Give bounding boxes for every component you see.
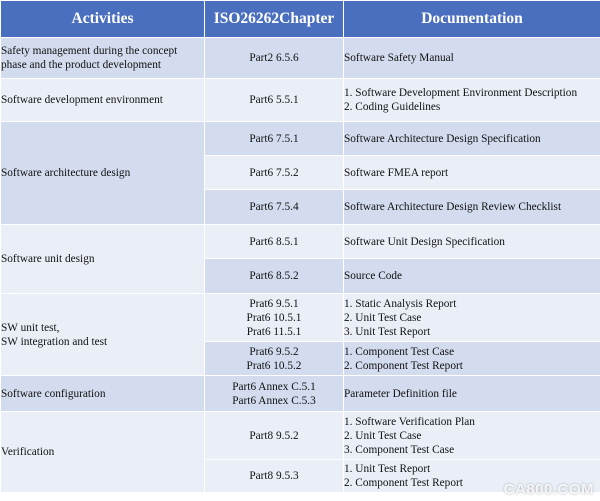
documentation-text: 2. Unit Test Case [344, 311, 422, 324]
chapter-cell [205, 294, 344, 342]
chapter-text: Part6 7.5.2 [249, 166, 299, 179]
chapter-text: Prat6 10.5.2 [246, 359, 302, 372]
activity-text: Software development environment [1, 94, 163, 106]
chapter-cell [205, 342, 344, 376]
activity-cell [1, 225, 205, 294]
chapter-cell [205, 460, 344, 493]
chapter-text: Part8 9.5.2 [249, 429, 299, 442]
activity-text: Software configuration [1, 387, 106, 400]
documentation-text: 2. Component Test Report [344, 477, 463, 489]
documentation-cell [344, 412, 600, 460]
header-activities: Activities [1, 1, 205, 38]
chapter-text: Part2 6.5.6 [249, 52, 299, 64]
activity-text: Software architecture design [1, 167, 131, 179]
activity-cell [1, 122, 205, 225]
documentation-cell [344, 190, 600, 225]
header-iso-chapter: ISO26262Chapter [205, 1, 344, 38]
chapter-cell [205, 38, 344, 79]
chapter-cell [205, 225, 344, 259]
documentation-text: Software Architecture Design Review Checklist [344, 201, 562, 213]
documentation-text: Software Unit Design Specification [344, 235, 505, 248]
documentation-text: 1. Software Verification Plan [344, 415, 475, 428]
chapter-cell [205, 79, 344, 122]
documentation-text: 2. Coding Guidelines [344, 101, 441, 113]
documentation-text: 1. Unit Test Report [344, 463, 431, 475]
chapter-cell [205, 190, 344, 225]
documentation-text: 1. Software Development Environment Description [344, 87, 578, 99]
chapter-text: Part6 Annex C.5.3 [232, 394, 316, 407]
table-header-row [1, 1, 600, 38]
documentation-text: 3. Unit Test Report [344, 325, 431, 338]
documentation-cell [344, 376, 600, 412]
chapter-text: Prat6 11.5.1 [246, 325, 302, 338]
documentation-cell [344, 342, 600, 376]
activity-cell [1, 376, 205, 412]
documentation-text: 2. Unit Test Case [344, 429, 422, 442]
chapter-text: Part8 9.5.3 [249, 470, 299, 482]
documentation-text: Parameter Definition file [344, 387, 457, 400]
documentation-cell [344, 122, 600, 156]
table-row [1, 122, 600, 156]
chapter-text: Part6 7.5.1 [249, 132, 299, 145]
activity-cell [1, 412, 205, 493]
chapter-cell [205, 156, 344, 190]
documentation-text: 2. Component Test Report [344, 359, 463, 372]
chapter-text: Prat6 10.5.1 [246, 311, 302, 324]
documentation-text: Software Safety Manual [344, 52, 454, 64]
documentation-cell [344, 156, 600, 190]
table-row [1, 38, 600, 79]
table-row [1, 294, 600, 342]
documentation-text: 1. Component Test Case [344, 345, 455, 358]
table-row [1, 79, 600, 122]
activity-cell [1, 79, 205, 122]
activity-text: Safety management during the concept [1, 45, 178, 57]
activity-text: SW integration and test [1, 335, 108, 348]
activity-text: SW unit test, [1, 321, 60, 334]
chapter-text: Part6 7.5.4 [249, 201, 299, 213]
chapter-cell [205, 376, 344, 412]
documentation-cell [344, 38, 600, 79]
chapter-text: Part6 5.5.1 [249, 94, 299, 106]
table-row [1, 225, 600, 259]
documentation-cell [344, 225, 600, 259]
chapter-cell [205, 259, 344, 294]
chapter-text: Part6 8.5.1 [249, 235, 299, 248]
activity-text: phase and the product development [1, 59, 161, 71]
activity-cell [1, 294, 205, 376]
table-row [1, 412, 600, 460]
chapter-cell [205, 122, 344, 156]
documentation-cell [344, 294, 600, 342]
chapter-text: Prat6 9.5.2 [249, 345, 299, 358]
documentation-text: Source Code [344, 270, 403, 282]
activity-cell [1, 38, 205, 79]
documentation-cell [344, 259, 600, 294]
chapter-text: Prat6 9.5.1 [249, 297, 299, 310]
table-row [1, 376, 600, 412]
documentation-cell [344, 79, 600, 122]
activity-text: Software unit design [1, 253, 95, 265]
header-documentation: Documentation [344, 1, 600, 38]
chapter-cell [205, 412, 344, 460]
watermark: CA800.COM [503, 481, 594, 498]
documentation-text: 1. Static Analysis Report [344, 297, 457, 310]
chapter-text: Part6 8.5.2 [249, 270, 299, 282]
documentation-text: Software FMEA report [344, 166, 449, 179]
chapter-text: Part6 Annex C.5.1 [232, 380, 316, 393]
documentation-text: Software Architecture Design Specification [344, 132, 541, 145]
activity-text: Verification [1, 446, 55, 458]
documentation-text: 3. Component Test Case [344, 443, 455, 456]
